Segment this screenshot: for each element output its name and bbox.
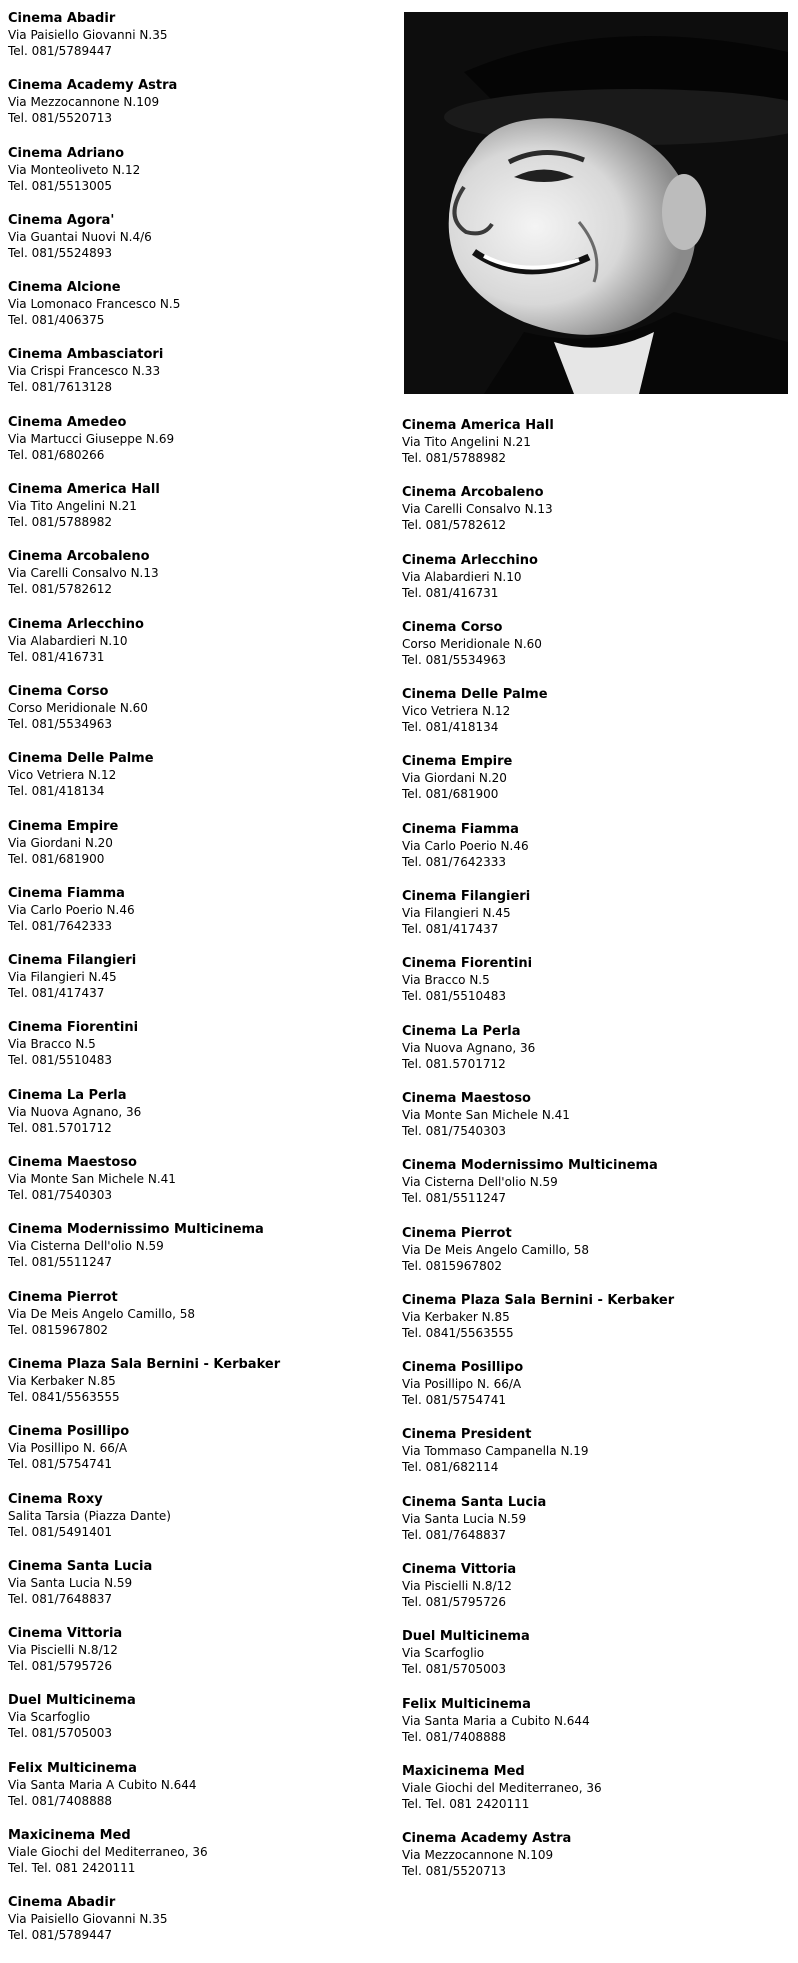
cinema-phone: Tel. 081/5510483: [402, 989, 507, 1004]
cinema-address: Via Scarfoglio: [402, 1646, 485, 1661]
cinema-name: Cinema Fiamma: [402, 821, 519, 837]
cinema-name: Cinema Alcione: [8, 280, 121, 296]
cinema-name: Cinema Modernissimo Multicinema: [402, 1158, 658, 1174]
cinema-entry: [8, 751, 388, 818]
cinema-phone: Tel. 081/417437: [8, 986, 105, 1001]
cinema-entry: [402, 956, 792, 1023]
cinema-address: Via Carlo Poerio N.46: [8, 902, 135, 917]
right-cinema-list: [402, 418, 792, 1899]
portrait-photo: [404, 12, 788, 394]
cinema-entry: [8, 1626, 388, 1693]
cinema-phone: Tel. 081/5782612: [402, 518, 507, 533]
cinema-name: Cinema Filangieri: [8, 953, 137, 969]
cinema-entry: [8, 617, 388, 684]
cinema-address: Via Carlo Poerio N.46: [402, 838, 529, 853]
cinema-phone: Tel. 081.5701712: [8, 1120, 112, 1135]
cinema-entry: [402, 418, 792, 485]
cinema-entry: [8, 11, 388, 78]
cinema-phone: Tel. 081/5788982: [402, 451, 507, 465]
cinema-entry: [402, 1562, 792, 1629]
cinema-address: Via Monte San Michele N.41: [8, 1172, 176, 1187]
cinema-phone: Tel. 081/5754741: [8, 1457, 113, 1472]
cinema-entry: [402, 1629, 792, 1696]
cinema-name: Cinema Santa Lucia: [402, 1494, 547, 1510]
cinema-address: Via Filangieri N.45: [8, 970, 117, 985]
cinema-name: Cinema Delle Palme: [8, 751, 154, 767]
cinema-entry: [402, 1495, 792, 1562]
cinema-address: Via Crispi Francesco N.33: [8, 364, 161, 379]
cinema-address: Via Cisterna Dell'olio N.59: [402, 1175, 558, 1190]
cinema-name: Cinema Filangieri: [402, 889, 531, 905]
cinema-name: Duel Multicinema: [8, 1693, 136, 1709]
cinema-name: Cinema Corso: [402, 619, 503, 635]
cinema-name: Cinema Amedeo: [8, 414, 127, 430]
cinema-entry: [402, 1024, 792, 1091]
cinema-name: Cinema Delle Palme: [402, 687, 548, 703]
cinema-address: Via Nuova Agnano, 36: [402, 1040, 536, 1055]
cinema-name: Cinema Agora': [8, 212, 115, 228]
cinema-entry: [402, 485, 792, 552]
cinema-address: Vico Vetriera N.12: [402, 704, 511, 719]
cinema-entry: [8, 1559, 388, 1626]
cinema-address: Via Monteoliveto N.12: [8, 162, 141, 177]
cinema-address: Via Carelli Consalvo N.13: [402, 502, 553, 517]
cinema-address: Via Tommaso Campanella N.19: [402, 1444, 589, 1459]
cinema-address: Via Giordani N.20: [402, 771, 507, 786]
cinema-address: Via Santa Lucia N.59: [8, 1575, 133, 1590]
cinema-phone: Tel. 081/406375: [8, 313, 105, 328]
cinema-phone: Tel. 081/680266: [8, 447, 105, 462]
cinema-phone: Tel. 081/682114: [402, 1460, 499, 1475]
cinema-phone: Tel. 081/5782612: [8, 582, 113, 597]
cinema-entry: [8, 1290, 388, 1357]
cinema-name: Cinema Fiamma: [8, 885, 125, 901]
cinema-address: Via Lomonaco Francesco N.5: [8, 297, 181, 312]
cinema-phone: Tel. Tel. 081 2420111: [8, 1861, 136, 1876]
cinema-entry: [8, 347, 388, 414]
cinema-phone: Tel. 081/5795726: [8, 1659, 113, 1674]
cinema-entry: [8, 953, 388, 1020]
cinema-name: Cinema Roxy: [8, 1491, 103, 1507]
cinema-name: Cinema Pierrot: [402, 1225, 512, 1241]
cinema-name: Cinema President: [402, 1427, 532, 1443]
cinema-name: Cinema Arcobaleno: [8, 549, 150, 565]
cinema-phone: Tel. 081/417437: [402, 922, 499, 937]
cinema-entry: [402, 1697, 792, 1764]
cinema-address: Via Posillipo N. 66/A: [8, 1441, 128, 1456]
cinema-phone: Tel. 081/681900: [402, 787, 499, 802]
cinema-address: Via Martucci Giuseppe N.69: [8, 431, 175, 446]
cinema-phone: Tel. 081/5520713: [8, 111, 113, 126]
cinema-name: Felix Multicinema: [402, 1696, 531, 1712]
cinema-name: Cinema Maestoso: [402, 1090, 531, 1106]
cinema-name: Cinema Pierrot: [8, 1289, 118, 1305]
cinema-phone: Tel. 081/7540303: [402, 1123, 507, 1138]
cinema-address: Via Kerbaker N.85: [8, 1373, 116, 1388]
cinema-address: Via Mezzocannone N.109: [8, 95, 160, 110]
cinema-phone: Tel. 081/5491401: [8, 1524, 113, 1539]
cinema-name: Cinema Posillipo: [8, 1424, 130, 1440]
cinema-phone: Tel. 081/418134: [402, 720, 499, 735]
cinema-phone: Tel. 081/7648837: [402, 1527, 507, 1542]
cinema-name: Cinema Santa Lucia: [8, 1558, 153, 1574]
cinema-phone: Tel. 081/681900: [8, 851, 105, 866]
cinema-name: Cinema Adriano: [8, 145, 125, 161]
cinema-phone: Tel. 081/7648837: [8, 1591, 113, 1606]
cinema-phone: Tel. 0841/5563555: [8, 1389, 120, 1404]
cinema-name: Cinema Corso: [8, 683, 109, 699]
cinema-entry: [8, 1357, 388, 1424]
cinema-address: Viale Giochi del Mediterraneo, 36: [402, 1780, 602, 1795]
cinema-name: Cinema Plaza Sala Bernini - Kerbaker: [402, 1292, 675, 1308]
cinema-name: Cinema La Perla: [8, 1087, 127, 1103]
cinema-phone: Tel. 081/7408888: [8, 1793, 113, 1808]
cinema-entry: [8, 886, 388, 953]
cinema-phone: Tel. 0815967802: [8, 1322, 108, 1337]
cinema-address: Via Piscielli N.8/12: [8, 1643, 118, 1658]
cinema-address: Via Carelli Consalvo N.13: [8, 566, 159, 581]
cinema-entry: [402, 822, 792, 889]
cinema-name: Cinema Modernissimo Multicinema: [8, 1222, 264, 1238]
cinema-address: Via Monte San Michele N.41: [402, 1107, 570, 1122]
cinema-name: Felix Multicinema: [8, 1760, 137, 1776]
cinema-address: Via Giordani N.20: [8, 835, 113, 850]
cinema-entry: [8, 1828, 388, 1895]
cinema-entry: [402, 1226, 792, 1293]
cinema-address: Via Mezzocannone N.109: [402, 1848, 554, 1863]
cinema-phone: Tel. Tel. 081 2420111: [402, 1796, 530, 1811]
cinema-address: Via De Meis Angelo Camillo, 58: [8, 1306, 195, 1321]
cinema-phone: Tel. 081/416731: [402, 585, 499, 600]
cinema-phone: Tel. 081/5788982: [8, 515, 113, 530]
cinema-phone: Tel. 081/5789447: [8, 1928, 113, 1943]
cinema-name: Duel Multicinema: [402, 1629, 530, 1645]
cinema-address: Via Filangieri N.45: [402, 906, 511, 921]
cinema-entry: [8, 415, 388, 482]
cinema-phone: Tel. 0815967802: [402, 1258, 502, 1273]
cinema-entry: [8, 213, 388, 280]
cinema-entry: [8, 549, 388, 616]
cinema-phone: Tel. 081.5701712: [402, 1056, 506, 1071]
cinema-entry: [8, 78, 388, 145]
cinema-name: Cinema Plaza Sala Bernini - Kerbaker: [8, 1356, 281, 1372]
cinema-address: Via Scarfoglio: [8, 1710, 91, 1725]
cinema-address: Via Alabardieri N.10: [8, 633, 128, 648]
cinema-name: Cinema Maestoso: [8, 1155, 137, 1171]
cinema-entry: [402, 1293, 792, 1360]
cinema-address: Via Nuova Agnano, 36: [8, 1104, 142, 1119]
cinema-address: Via Santa Maria a Cubito N.644: [402, 1713, 590, 1728]
cinema-entry: [8, 1895, 388, 1962]
cinema-entry: [402, 1158, 792, 1225]
cinema-phone: Tel. 081/7642333: [402, 854, 507, 869]
cinema-entry: [402, 553, 792, 620]
cinema-phone: Tel. 081/5513005: [8, 178, 113, 193]
cinema-name: Maxicinema Med: [402, 1763, 525, 1779]
cinema-address: Via Cisterna Dell'olio N.59: [8, 1239, 164, 1254]
cinema-entry: [8, 819, 388, 886]
left-cinema-list: [8, 11, 388, 1963]
cinema-entry: [8, 1761, 388, 1828]
cinema-name: Cinema Empire: [402, 754, 513, 770]
cinema-entry: [8, 1492, 388, 1559]
cinema-name: Cinema La Perla: [402, 1023, 521, 1039]
cinema-name: Cinema Arlecchino: [8, 616, 144, 632]
cinema-name: Cinema Vittoria: [402, 1562, 517, 1578]
cinema-entry: [8, 280, 388, 347]
cinema-address: Via Tito Angelini N.21: [402, 435, 531, 449]
cinema-address: Via Santa Maria A Cubito N.644: [8, 1777, 197, 1792]
cinema-name: Cinema Fiorentini: [8, 1020, 139, 1036]
cinema-phone: Tel. 081/7408888: [402, 1729, 507, 1744]
cinema-address: Vico Vetriera N.12: [8, 768, 117, 783]
cinema-entry: [8, 684, 388, 751]
cinema-entry: [8, 1020, 388, 1087]
cinema-name: Cinema Empire: [8, 818, 119, 834]
cinema-entry: [402, 889, 792, 956]
cinema-entry: [402, 754, 792, 821]
cinema-address: Via Bracco N.5: [402, 973, 490, 988]
cinema-address: Via Posillipo N. 66/A: [402, 1377, 522, 1392]
cinema-phone: Tel. 081/5534963: [8, 716, 113, 731]
cinema-address: Viale Giochi del Mediterraneo, 36: [8, 1845, 208, 1860]
cinema-entry: [402, 620, 792, 687]
cinema-phone: Tel. 081/7613128: [8, 380, 113, 395]
cinema-address: Via Bracco N.5: [8, 1037, 96, 1052]
cinema-phone: Tel. 081/418134: [8, 784, 105, 799]
cinema-address: Via Kerbaker N.85: [402, 1309, 510, 1324]
cinema-name: Maxicinema Med: [8, 1828, 131, 1844]
cinema-entry: [402, 1091, 792, 1158]
cinema-name: Cinema Academy Astra: [8, 78, 178, 94]
cinema-name: Cinema Abadir: [8, 11, 116, 26]
cinema-entry: [8, 1155, 388, 1222]
cinema-phone: Tel. 081/7642333: [8, 918, 113, 933]
cinema-phone: Tel. 081/5705003: [402, 1662, 507, 1677]
cinema-phone: Tel. 081/416731: [8, 649, 105, 664]
cinema-phone: Tel. 0841/5563555: [402, 1325, 514, 1340]
cinema-name: Cinema Arcobaleno: [402, 485, 544, 501]
cinema-name: Cinema Vittoria: [8, 1626, 123, 1642]
cinema-entry: [8, 1222, 388, 1289]
cinema-phone: Tel. 081/5511247: [8, 1255, 113, 1270]
cinema-entry: [8, 482, 388, 549]
cinema-address: Via Guantai Nuovi N.4/6: [8, 229, 152, 244]
portrait-image: [404, 12, 788, 394]
cinema-name: Cinema Fiorentini: [402, 956, 533, 972]
cinema-phone: Tel. 081/5520713: [402, 1864, 507, 1879]
cinema-name: Cinema America Hall: [8, 482, 160, 498]
cinema-address: Via Santa Lucia N.59: [402, 1511, 527, 1526]
cinema-name: Cinema Academy Astra: [402, 1831, 572, 1847]
cinema-phone: Tel. 081/5789447: [8, 44, 113, 58]
cinema-name: Cinema Posillipo: [402, 1360, 524, 1376]
cinema-phone: Tel. 081/5511247: [402, 1191, 507, 1206]
cinema-entry: [402, 1764, 792, 1831]
cinema-address: Salita Tarsia (Piazza Dante): [8, 1508, 171, 1523]
cinema-phone: Tel. 081/5524893: [8, 245, 113, 260]
cinema-address: Via Paisiello Giovanni N.35: [8, 28, 168, 42]
cinema-entry: [8, 1088, 388, 1155]
cinema-address: Via Tito Angelini N.21: [8, 499, 137, 514]
cinema-address: Corso Meridionale N.60: [402, 636, 542, 651]
cinema-phone: Tel. 081/5510483: [8, 1053, 113, 1068]
cinema-entry: [402, 1427, 792, 1494]
cinema-entry: [8, 1693, 388, 1760]
cinema-name: Cinema Arlecchino: [402, 552, 538, 568]
cinema-entry: [402, 1360, 792, 1427]
cinema-name: Cinema Abadir: [8, 1895, 116, 1911]
cinema-name: Cinema America Hall: [402, 418, 554, 433]
cinema-address: Corso Meridionale N.60: [8, 700, 148, 715]
cinema-name: Cinema Ambasciatori: [8, 347, 164, 363]
cinema-phone: Tel. 081/7540303: [8, 1188, 113, 1203]
cinema-entry: [402, 1831, 792, 1898]
cinema-phone: Tel. 081/5705003: [8, 1726, 113, 1741]
cinema-entry: [8, 146, 388, 213]
cinema-entry: [402, 687, 792, 754]
cinema-address: Via Alabardieri N.10: [402, 569, 522, 584]
cinema-address: Via De Meis Angelo Camillo, 58: [402, 1242, 589, 1257]
cinema-phone: Tel. 081/5795726: [402, 1595, 507, 1610]
cinema-address: Via Piscielli N.8/12: [402, 1579, 512, 1594]
cinema-phone: Tel. 081/5754741: [402, 1393, 507, 1408]
cinema-phone: Tel. 081/5534963: [402, 652, 507, 667]
cinema-entry: [8, 1424, 388, 1491]
cinema-address: Via Paisiello Giovanni N.35: [8, 1912, 168, 1927]
